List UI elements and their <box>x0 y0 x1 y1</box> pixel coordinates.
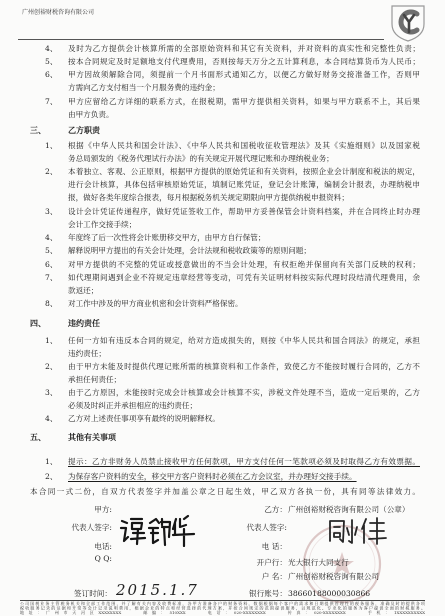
item-number: 2、 <box>45 167 58 176</box>
item-number: 1、 <box>45 336 58 345</box>
item-number: 2、 <box>45 472 58 481</box>
party-b-signature <box>326 515 391 547</box>
item-text-line: 及时为乙方提供会计核算所需的全部原始资料和其它有关资料，并对资料的真实性和完整性负责； <box>68 44 420 53</box>
footer-notice <box>20 600 425 616</box>
item-text-line: 甲方因故须解除合同，须提前一个月书面形式通知乙方，以便乙方做好财务交接准备工作，否则甲 <box>68 70 420 79</box>
item-number: 4、 <box>45 414 58 423</box>
item-text-line: 由于甲方未能及时提供代理记账所需的核算资料和工作条件，致使乙方不能按时履行合同的，乙方不 <box>68 362 420 371</box>
item-text-line: 年度终了后一次性将会计账册移交甲方，由甲方自行保管； <box>68 233 266 242</box>
section-number: 四、 <box>30 318 46 328</box>
party-a-qq-label: Q Q: <box>94 554 112 563</box>
item-text-line: 甲方应留给乙方详细的联系方式，在报税期，需甲方提供相关资料，如果与甲方联系不上，其后果 <box>68 97 420 106</box>
item-number: 1、 <box>45 141 58 150</box>
item-text-line: 款返还； <box>68 286 99 295</box>
item-number: 6、 <box>45 260 58 269</box>
bank-name: 光大银行大同支行 <box>288 558 349 567</box>
closing-statement: 本合同一式二份，自双方代表签字并加盖公章之日起生效，甲乙双方各执一份，具有同等法律效力。 <box>30 487 420 496</box>
company-name: 广州创裕财税咨询有限公司 <box>22 9 95 16</box>
party-b-rep-label: 代表人签字: <box>246 523 287 532</box>
bank-label: 开户行： <box>256 558 287 567</box>
account-name-label: 户 名： <box>261 572 287 581</box>
party-a-label: 甲方: <box>94 505 112 514</box>
footer-address: 地址：广州市天河区XXXXXXXX 邮编：510XXX 电话：020-XXXXXXXX 传真：020-XXXXXXXX 手机：1XXXXXXXXXX <box>20 610 425 615</box>
item-text-line: 必须及时纠正并承担相应的违约责任； <box>68 401 198 410</box>
section-number: 五、 <box>30 432 46 442</box>
item-text-line: 由于乙方原因，未能按时完成会计核算或会计核算不实，涉税文件处理不当，造成一定后果的，乙方 <box>68 388 420 397</box>
item-text-line: 如代理期间遇到企业不符规定违章经营等变动，可凭有关证明材料按实际代理时段结清代理费用，余 <box>68 273 420 282</box>
item-number: 3、 <box>45 388 58 397</box>
party-b-phone-label: 电 话： <box>261 542 287 551</box>
item-number: 7、 <box>45 273 58 282</box>
item-text-line: 报，做好各类年度综合报表，每月根据税务机关规定期限向甲方提供纳税申报资料； <box>68 193 349 202</box>
item-text-line: 方需向乙方支付相当一个月服务费的违约金； <box>68 83 220 92</box>
item-text-line: 承担任何责任； <box>68 375 122 384</box>
item-text-line: 设计会计凭证传递程序，做好凭证签收工作，帮助甲方妥善保管会计资料档案，并在合同终止时办理 <box>68 207 420 216</box>
item-text-line: 任何一方如有违反本合同的规定，给对方造成损失的，则按《中华人民共和国合同法》的规定，承担 <box>68 336 420 345</box>
party-b-name: 广州创裕财税咨询有限公司（公章） <box>288 505 410 514</box>
item-number: 4、 <box>45 44 58 53</box>
item-text-line: 会计工作交接手续； <box>68 220 137 229</box>
item-number: 5、 <box>45 246 58 255</box>
item-number: 7、 <box>45 97 58 106</box>
item-number: 3、 <box>45 207 58 216</box>
signing-date: 2015.1.7 <box>116 581 199 599</box>
item-text-line: 违约责任； <box>68 349 106 358</box>
item-text-line: 由甲方负责。 <box>68 110 114 119</box>
item-number: 4、 <box>45 233 58 242</box>
item-text-line: 本着独立、客观、公正原则，根据甲方提供的原始凭证和有关资料，按照企业会计制度和税法的规定， <box>68 167 420 176</box>
party-a-rep-label: 代表人签字: <box>71 523 112 532</box>
item-number: 5、 <box>45 57 58 66</box>
header-rule <box>18 39 384 40</box>
item-number: 6、 <box>45 70 58 79</box>
account-name: 广州创裕财税咨询有限公司 <box>288 572 380 581</box>
item-text-line-wrapper <box>68 457 420 468</box>
item-number: 2、 <box>45 362 58 371</box>
account-number: 38660188000030866 <box>288 589 371 598</box>
item-text-line-wrapper <box>68 472 420 483</box>
item-text-line: 务总局颁发的《税务代理试行办法》的有关规定开展代理记账和办理纳税业务； <box>68 154 334 163</box>
footer-line: 税收服务记录的证据和开票等会计记录说明费用，根据企业的特点和经营选择的代理方案，并按合同规定的范围提供服务，以规范化、专业化的服务为客户提供全面的财税服务。 <box>20 606 425 611</box>
section-number: 三、 <box>30 125 46 135</box>
item-text-line: 解释说明甲方提出的有关会计处理，会计法规和税收政策等的原则问题； <box>68 246 311 255</box>
item-number: 8、 <box>45 299 58 308</box>
account-number-label: 银行账号： <box>249 589 287 598</box>
item-text-line: 根据《中华人民共和国会计法》、《中华人民共和国税收征收管理法》及其《实施细则》以及国家税 <box>68 141 420 150</box>
underlined-notice: 提示：乙方非财务人员禁止接收甲方任何款项，甲方支付任何一笔款项必须及时取得乙方有效票据。 <box>68 457 420 466</box>
company-logo <box>386 2 430 42</box>
item-text-line: 按本合同规定及时足额地支付代理费用，否则按每天万分之五计算利息，本合同结算货币为人民币； <box>68 57 420 66</box>
item-number: 1、 <box>45 457 58 466</box>
section-title: 其他有关事项 <box>68 432 116 442</box>
footer-line: 公司国税业务主管税务机关和全部工作范围，并了解有关内容及收费标准，各甲方准备各户的财务资料，数据根据每个客户的需求和日期提供管理性的税务服务，准确及时的提供各项 <box>20 601 425 606</box>
party-a-signature <box>118 513 198 547</box>
section-title: 乙方职责 <box>68 125 100 135</box>
party-b-label: 乙方： <box>264 505 287 514</box>
item-text-line: 进行会计核算，具体包括审核原始凭证，填制记账凭证，登记会计账簿，编制会计报表，办理纳税申 <box>68 180 420 189</box>
section-title: 违约责任 <box>68 318 100 328</box>
item-text-line: 对甲方提供的不完整的凭证或授意做出的不当会计处理，有权拒绝并保留向有关部门反映的权利； <box>68 260 420 269</box>
underlined-notice: 为保存客户资料的安全，移交甲方客户资料时必须在乙方会议室，并办理好交接手续。 <box>68 472 357 481</box>
signing-date-label: 签订时间： <box>74 589 112 598</box>
item-text-line: 对工作中涉及的甲方商业机密和会计资料严格保密。 <box>68 299 243 308</box>
item-text-line: 乙方对上述责任事项享有最终的说明解释权。 <box>68 414 220 423</box>
party-a-phone-label: 电话: <box>94 542 112 551</box>
